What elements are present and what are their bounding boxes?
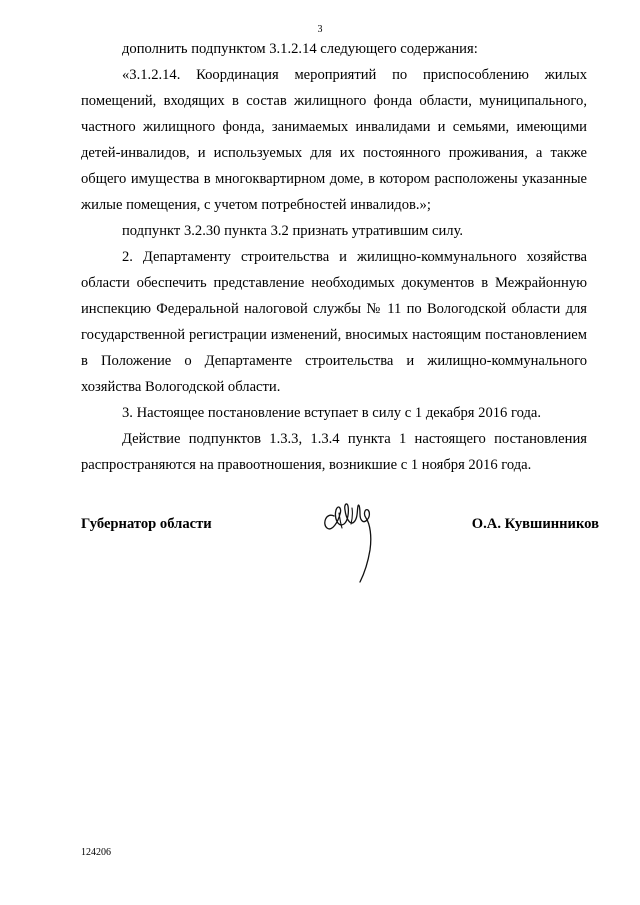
signer-title: Губернатор области [81, 516, 212, 532]
paragraph-effect-subitems: Действие подпунктов 1.3.3, 1.3.4 пункта 1 настоящего постановления распространяются на правоотношения, возникшие с 1 ноября 2016 года. [81, 431, 587, 473]
document-body [81, 36, 587, 478]
handwritten-signature [318, 494, 388, 589]
signer-name: О.А. Кувшинников [471, 516, 599, 532]
document-code: 124206 [81, 847, 111, 858]
paragraph-subitem-3-1-2-14: «3.1.2.14. Координация мероприятий по приспособлению жилых помещений, входящих в состав жилищного фонда области, муниципального, частного жилищного фонда, занимаемых инвалидами и семьями, имеющими детей-инвалидов, и используемых для их постоянного проживания, а также общего имущества в многоквартирном доме, в котором расположены указанные жилые помещения, с учетом потребностей инвалидов.»; [81, 67, 587, 213]
paragraph-item-2: 2. Департаменту строительства и жилищно-коммунального хозяйства области обеспечить представление необходимых документов в Межрайонную инспекцию Федеральной налоговой службы № 11 по Вологодской области для государственной регистрации изменений, вносимых настоящим постановлением в Положение о Департаменте строительства и жилищно-коммунального хозяйства Вологодской области. [81, 249, 587, 395]
paragraph-repeal-3-2-30: подпункт 3.2.30 пункта 3.2 признать утратившим силу. [122, 223, 464, 239]
paragraph-add-subitem: дополнить подпунктом 3.1.2.14 следующего содержания: [122, 41, 478, 57]
paragraph-item-3: 3. Настоящее постановление вступает в силу с 1 декабря 2016 года. [122, 405, 542, 421]
page-number: 3 [317, 24, 323, 35]
